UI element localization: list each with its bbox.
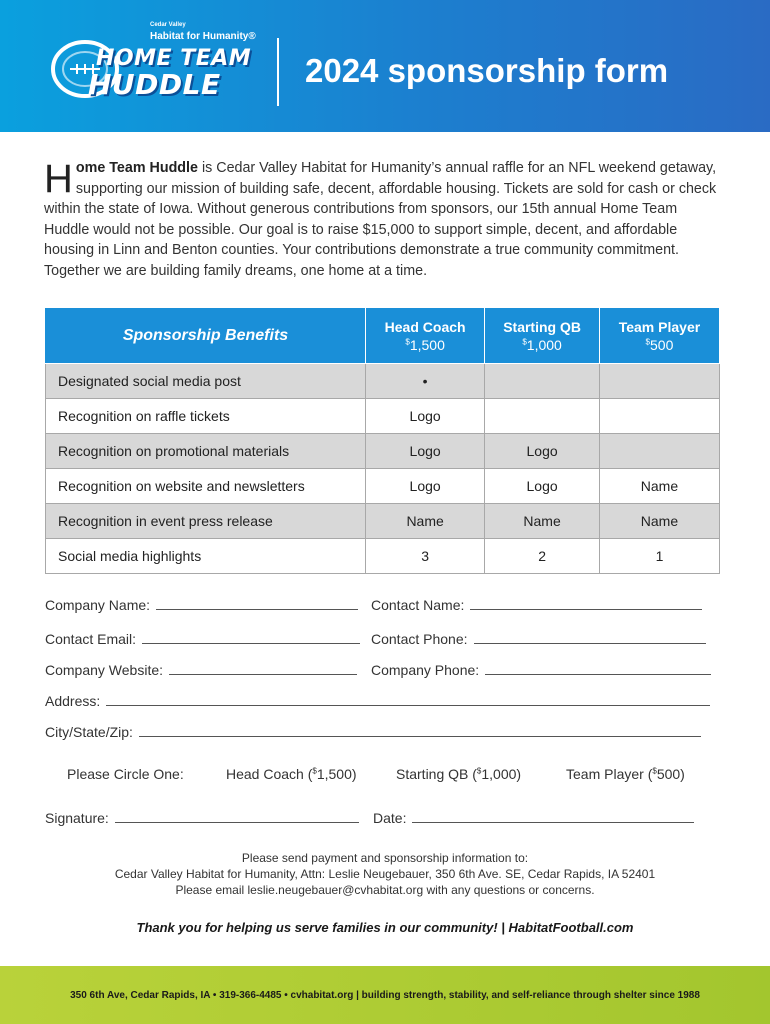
header-banner	[0, 0, 770, 132]
intro-dropcap: H	[44, 157, 73, 201]
value-cell: Name	[599, 504, 719, 539]
option-head-coach[interactable]: Head Coach ($1,500)	[226, 766, 357, 782]
benefit-cell: Recognition in event press release	[46, 504, 366, 539]
intro-bold: ome Team Huddle	[75, 160, 198, 176]
logo-org-name: Habitat for Humanity®	[150, 31, 256, 42]
tier-amount: $1,000	[522, 336, 562, 353]
value-cell	[485, 399, 600, 434]
footer-text: 350 6th Ave, Cedar Rapids, IA • 319-366-4485 • cvhabitat.org | building strength, stability, and self-reliance through shelter since 1988	[70, 990, 700, 1001]
value-cell: Logo	[485, 469, 600, 504]
value-cell: Name	[485, 504, 600, 539]
table-row	[46, 434, 720, 469]
send-line1: Please send payment and sponsorship information to:	[241, 851, 529, 865]
table-row	[46, 469, 720, 504]
page-title: 2024 sponsorship form	[305, 52, 669, 89]
send-line3: Please email leslie.neugebauer@cvhabitat.org with any questions or concerns.	[175, 883, 595, 897]
value-cell: 2	[485, 539, 600, 574]
table-row	[46, 364, 720, 399]
value-cell: Logo	[366, 434, 485, 469]
circle-one-label: Please Circle One:	[67, 766, 184, 782]
option-team-player[interactable]: Team Player ($500)	[566, 766, 685, 782]
benefit-cell: Recognition on promotional materials	[46, 434, 366, 469]
benefit-header: Sponsorship Benefits	[46, 308, 366, 364]
table-row	[46, 539, 720, 574]
contact-email-field[interactable]: Contact Email:	[45, 631, 360, 647]
table-row	[46, 504, 720, 539]
thank-you-line: Thank you for helping us serve families in our community! | HabitatFootball.com	[136, 920, 634, 935]
company-website-field[interactable]: Company Website:	[45, 662, 357, 678]
tier-amount: $1,500	[405, 336, 445, 353]
value-cell: Name	[366, 504, 485, 539]
value-cell: •	[366, 364, 485, 399]
value-cell: Logo	[366, 469, 485, 504]
value-cell: Name	[599, 469, 719, 504]
send-line2: Cedar Valley Habitat for Humanity, Attn: Leslie Neugebauer, 350 6th Ave. SE, Cedar Rapids, IA 52401	[114, 867, 656, 881]
value-cell	[599, 399, 719, 434]
home-team-huddle-logo	[50, 22, 280, 108]
footer-bar	[0, 966, 770, 1024]
signature-field[interactable]: Signature:	[45, 810, 359, 826]
option-starting-qb[interactable]: Starting QB ($1,000)	[396, 766, 522, 782]
tier-name: Starting QB	[503, 318, 581, 335]
header-divider	[277, 38, 279, 106]
logo-line1: HOME TEAM	[96, 46, 252, 71]
date-field[interactable]: Date:	[373, 810, 694, 826]
value-cell: Logo	[366, 399, 485, 434]
logo-org-small: Cedar Valley	[150, 22, 186, 28]
company-phone-field[interactable]: Company Phone:	[371, 662, 711, 678]
payment-instructions	[0, 850, 770, 898]
city-state-zip-field[interactable]: City/State/Zip:	[45, 724, 701, 740]
tier-amount: $500	[645, 336, 674, 353]
benefit-cell: Social media highlights	[46, 539, 366, 574]
tier-name: Team Player	[618, 318, 701, 335]
sponsorship-benefits-table	[45, 307, 720, 574]
tier-header	[599, 308, 719, 364]
benefit-cell: Recognition on website and newsletters	[46, 469, 366, 504]
intro-paragraph	[44, 158, 724, 281]
address-field[interactable]: Address:	[45, 693, 710, 709]
value-cell: 3	[366, 539, 485, 574]
value-cell	[599, 434, 719, 469]
benefit-cell: Recognition on raffle tickets	[46, 399, 366, 434]
value-cell	[485, 364, 600, 399]
contact-phone-field[interactable]: Contact Phone:	[371, 631, 706, 647]
benefit-cell: Designated social media post	[46, 364, 366, 399]
logo-line2: HUDDLE	[88, 68, 221, 101]
value-cell	[599, 364, 719, 399]
tier-header	[485, 308, 600, 364]
company-name-field[interactable]: Company Name:	[45, 597, 358, 613]
table-header-row	[46, 308, 720, 364]
tier-name: Head Coach	[384, 318, 466, 335]
tier-header	[366, 308, 485, 364]
value-cell: Logo	[485, 434, 600, 469]
table-row	[46, 399, 720, 434]
intro-text: is Cedar Valley Habitat for Humanity’s annual raffle for an NFL weekend getaway, supporting our mission of building safe, decent, affordable housing. Tickets are sold for cash or check within the state of Iowa. Without generous contributions from sponsors, our 15th annual Home Team Huddle would not be possible. Our goal is to raise $15,000 to support simple, decent, and affordable housing in Linn and Benton counties. Your contributions demonstrate a true community commitment. Together we are building family dreams, one home at a time.	[44, 160, 717, 279]
value-cell: 1	[599, 539, 719, 574]
contact-name-field[interactable]: Contact Name:	[371, 597, 702, 613]
